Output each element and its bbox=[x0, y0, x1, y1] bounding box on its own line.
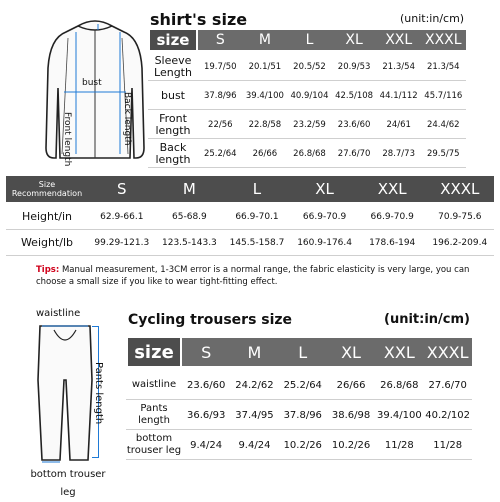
tips-note bbox=[36, 264, 476, 288]
shirt-cell: 37.8/96 bbox=[203, 90, 237, 101]
rec-size-m: M bbox=[182, 180, 196, 198]
shirt-cell: 26/66 bbox=[252, 148, 278, 159]
shirt-cell: 20.1/51 bbox=[248, 61, 282, 72]
shirt-cell: 45.7/116 bbox=[424, 90, 463, 101]
recommend-corner-label: Size Recommendation bbox=[11, 180, 83, 198]
shirt-row-label: Back length bbox=[155, 140, 191, 166]
rec-size-l: L bbox=[252, 180, 262, 198]
trousers-cell: 36.6/93 bbox=[186, 409, 226, 421]
trousers-cell: 24.2/62 bbox=[235, 379, 274, 391]
trousers-cell: 38.6/98 bbox=[331, 409, 371, 421]
shirt-size-title: shirt's size bbox=[150, 10, 248, 29]
shirt-cell: 42.5/108 bbox=[335, 90, 374, 101]
trousers-cell: 25.2/64 bbox=[283, 379, 322, 391]
shirt-cell: 21.3/54 bbox=[426, 61, 460, 72]
trousers-cell: 11/28 bbox=[384, 439, 414, 451]
trousers-bottom-label bbox=[28, 466, 108, 502]
rec-size-s: S bbox=[117, 180, 127, 198]
shirt-cell: 23.2/59 bbox=[293, 119, 326, 130]
rec-cell: 62.9-66.1 bbox=[100, 212, 144, 222]
trousers-pants-length-label: Pants length bbox=[93, 362, 104, 425]
shirt-cell: 40.9/104 bbox=[290, 90, 329, 101]
shirt-cell: 28.7/73 bbox=[382, 148, 415, 159]
trousers-size-header: size bbox=[128, 338, 180, 366]
shirt-cell: 29.5/75 bbox=[426, 148, 460, 159]
rec-cell: 123.5-143.3 bbox=[162, 238, 217, 248]
trousers-cell: 10.2/26 bbox=[283, 439, 322, 451]
trousers-cell: 40.2/102 bbox=[425, 409, 471, 421]
trousers-cell: 23.6/60 bbox=[186, 379, 226, 391]
trousers-bottom-label-text: bottom trouser leg bbox=[30, 469, 106, 498]
trousers-unit-label: (unit:in/cm) bbox=[384, 312, 470, 327]
shirt-cell: 25.2/64 bbox=[203, 148, 237, 159]
trousers-cell: 27.6/70 bbox=[428, 379, 467, 391]
trousers-size-m: M bbox=[247, 342, 262, 362]
trousers-waistline-label: waistline bbox=[36, 308, 81, 319]
trousers-size-l: L bbox=[298, 342, 308, 362]
rec-cell: 196.2-209.4 bbox=[432, 238, 488, 248]
rec-cell: 99.29-121.3 bbox=[94, 238, 150, 248]
shirt-size-s: S bbox=[215, 32, 225, 48]
shirt-size-m: M bbox=[258, 32, 271, 48]
shirt-cell: 20.9/53 bbox=[337, 61, 371, 72]
trousers-cell: 10.2/26 bbox=[331, 439, 371, 451]
tips-label: Tips: bbox=[36, 265, 60, 275]
trousers-size-xl: XL bbox=[341, 342, 361, 362]
trousers-row-label: Pants length bbox=[138, 403, 170, 426]
shirt-size-xxl: XXL bbox=[385, 32, 413, 48]
trousers-cell: 26/66 bbox=[336, 379, 366, 391]
rec-cell: 145.5-158.7 bbox=[229, 238, 285, 248]
shirt-cell: 23.6/60 bbox=[337, 119, 371, 130]
rec-size-xxxl: XXXL bbox=[440, 180, 480, 198]
rec-cell: 65-68.9 bbox=[172, 212, 207, 222]
trousers-size-s: S bbox=[201, 342, 212, 362]
shirt-cell: 22/56 bbox=[208, 119, 233, 130]
shirt-cell: 26.8/68 bbox=[293, 148, 326, 159]
shirt-cell: 39.4/100 bbox=[245, 90, 284, 101]
shirt-size-xxxl: XXXL bbox=[425, 32, 462, 48]
shirt-back-length-label: Back length bbox=[122, 92, 132, 146]
rec-row-label: Weight/lb bbox=[20, 236, 74, 249]
rec-cell: 178.6-194 bbox=[369, 238, 416, 248]
shirt-front-length-label: Front length bbox=[62, 112, 72, 167]
shirt-size-header: size bbox=[150, 30, 196, 50]
trousers-cell: 9.4/24 bbox=[238, 439, 271, 451]
shirt-cell: 19.7/50 bbox=[203, 61, 237, 72]
shirt-bust-label: bust bbox=[82, 78, 102, 88]
shirt-cell: 44.1/112 bbox=[379, 90, 418, 101]
trousers-cell: 11/28 bbox=[433, 439, 463, 451]
trousers-cell: 9.4/24 bbox=[190, 439, 223, 451]
rec-row-label: Height/in bbox=[21, 210, 73, 223]
shirt-cell: 20.5/52 bbox=[293, 61, 326, 72]
shirt-cell: 27.6/70 bbox=[337, 148, 371, 159]
trousers-cell: 37.4/95 bbox=[235, 409, 274, 421]
tips-text: Manual measurement, 1-3CM error is a normal range, the fabric elasticity is very large, you can choose a small size if you like to wear tight-fitting effect. bbox=[36, 265, 470, 287]
trousers-cell: 39.4/100 bbox=[376, 409, 422, 421]
shirt-row-label: Front length bbox=[155, 111, 191, 137]
shirt-row-label: Sleeve Length bbox=[154, 53, 192, 79]
shirt-cell: 24.4/62 bbox=[426, 119, 460, 130]
rec-size-xl: XL bbox=[315, 180, 334, 198]
trousers-cell: 26.8/68 bbox=[380, 379, 419, 391]
shirt-diagram bbox=[40, 8, 150, 168]
shirt-row-label: bust bbox=[161, 88, 185, 102]
rec-cell: 66.9-70.9 bbox=[302, 212, 347, 222]
shirt-unit-label: (unit:in/cm) bbox=[400, 12, 465, 25]
shirt-cell: 21.3/54 bbox=[382, 61, 415, 72]
rec-cell: 70.9-75.6 bbox=[438, 212, 482, 222]
rec-cell: 160.9-176.4 bbox=[297, 238, 352, 248]
trousers-size-xxl: XXL bbox=[383, 342, 415, 362]
shirt-cell: 22.8/58 bbox=[248, 119, 282, 130]
shirt-size-xl: XL bbox=[345, 32, 363, 48]
shirt-size-l: L bbox=[305, 32, 314, 48]
rec-cell: 66.9-70.9 bbox=[370, 212, 414, 222]
trousers-row-label: waistline bbox=[131, 379, 177, 390]
trousers-size-title: Cycling trousers size bbox=[128, 312, 293, 328]
rec-cell: 66.9-70.1 bbox=[235, 212, 279, 222]
trousers-cell: 37.8/96 bbox=[283, 409, 322, 421]
shirt-cell: 24/61 bbox=[386, 119, 411, 130]
trousers-diagram bbox=[30, 320, 100, 470]
trousers-row-label: bottom trouser leg bbox=[126, 433, 182, 456]
rec-size-xxl: XXL bbox=[377, 180, 407, 198]
trousers-size-xxxl: XXXL bbox=[426, 342, 469, 362]
